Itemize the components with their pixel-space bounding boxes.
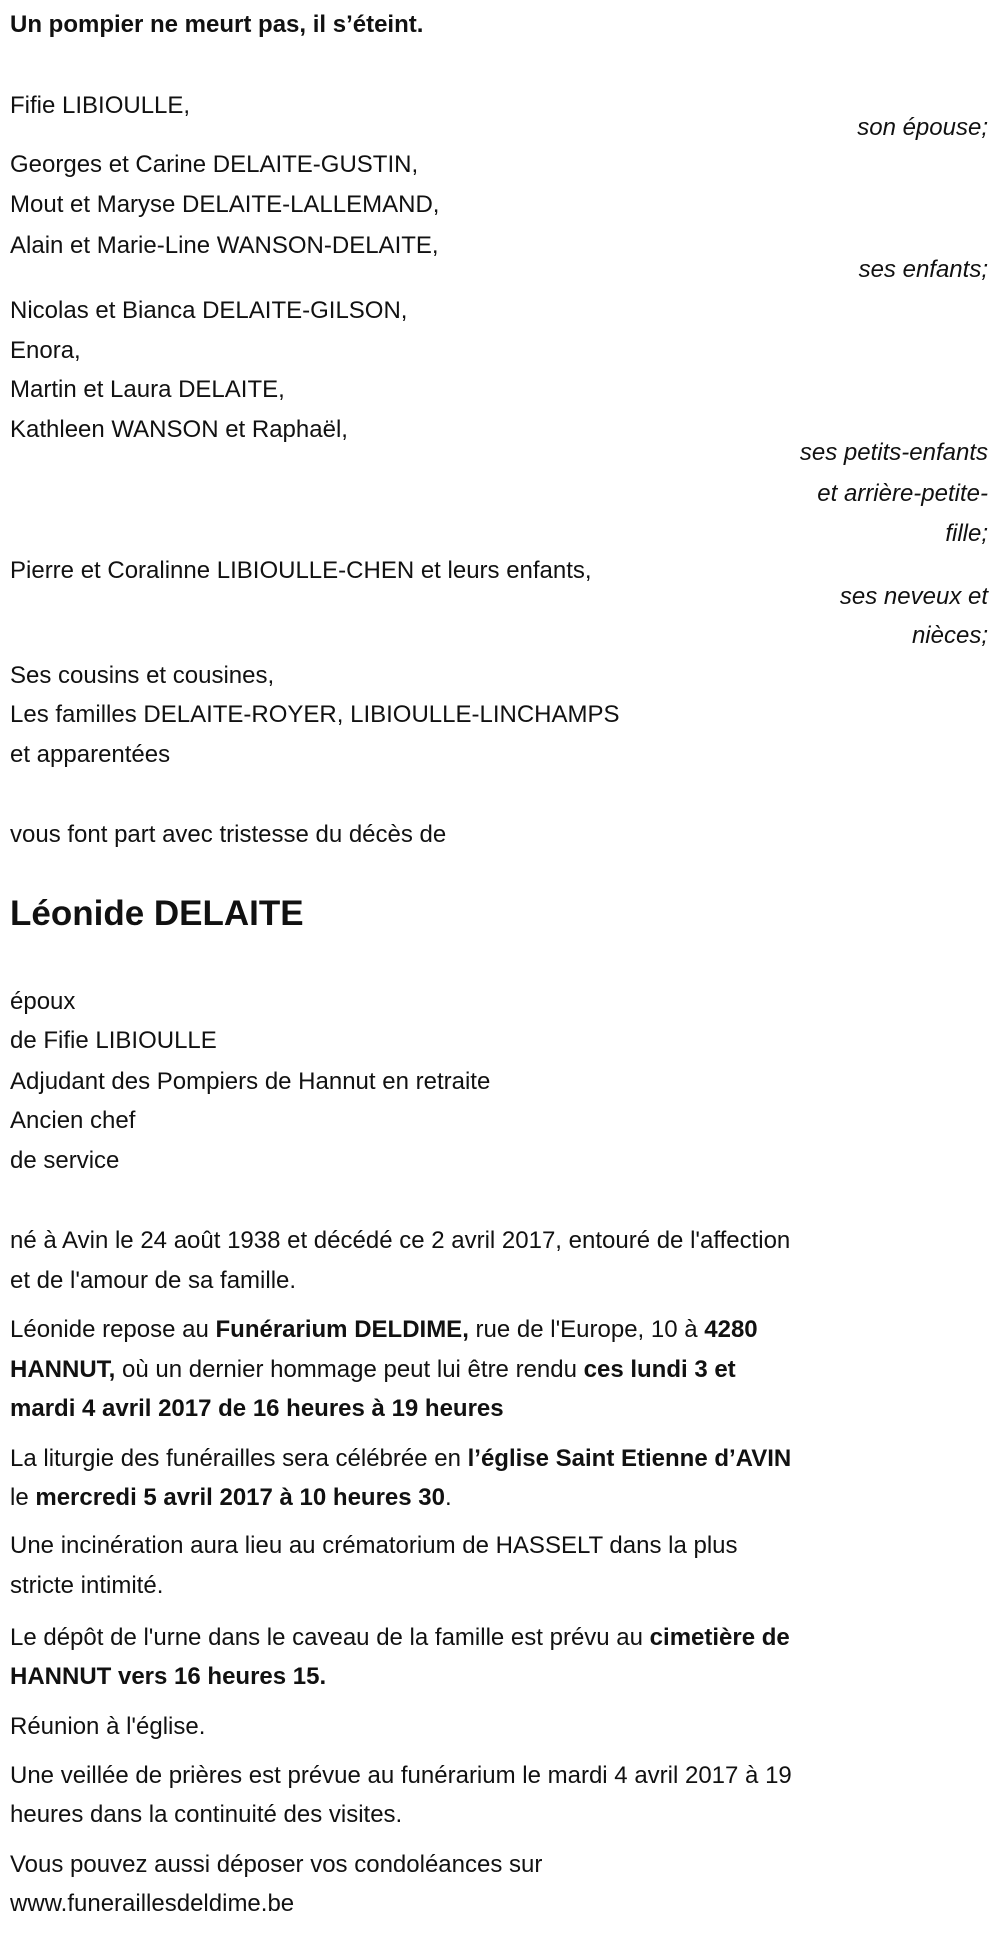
vigil-text: heures dans la continuité des visites. (10, 1801, 403, 1828)
grandchildren-role: ses petits-enfants (799, 439, 988, 466)
liturgy-line (10, 1439, 791, 1479)
text: le (10, 1484, 36, 1511)
grandchild-line: Nicolas et Bianca DELAITE-GILSON, (10, 297, 408, 324)
vigil-text: Une veillée de prières est prévue au funérarium le mardi 4 avril 2017 à 19 (10, 1762, 792, 1789)
urn-line (10, 1657, 326, 1697)
text: où un dernier hommage peut lui être rendu (115, 1356, 584, 1383)
ceremony-date: mercredi 5 avril 2017 à 10 heures 30 (35, 1484, 445, 1511)
others-line: Ses cousins et cousines, (10, 662, 275, 689)
child-line: Mout et Maryse DELAITE-LALLEMAND, (10, 191, 440, 218)
repose-line (10, 1310, 758, 1350)
text: . (444, 1484, 452, 1511)
wife-role: son épouse; (857, 114, 988, 141)
cremation-text: Une incinération aura lieu au crématorium de HASSELT dans la plus (10, 1532, 738, 1559)
deceased-info: Adjudant des Pompiers de Hannut en retraite (10, 1068, 491, 1095)
nephews-role: nièces; (911, 622, 988, 649)
grandchild-line: Kathleen WANSON et Raphaël, (10, 416, 348, 443)
child-line: Georges et Carine DELAITE-GUSTIN, (10, 151, 419, 178)
text: Le dépôt de l'urne dans le caveau de la famille est prévu au (10, 1624, 650, 1651)
deceased-info: de Fifie LIBIOULLE (10, 1027, 217, 1054)
grandchildren-role: fille; (945, 520, 988, 547)
deceased-name: Léonide DELAITE (10, 894, 304, 933)
cemetery: cimetière de (649, 1624, 790, 1651)
text: La liturgie des funérailles sera célébrée en (10, 1445, 468, 1472)
birth-text: et de l'amour de sa famille. (10, 1267, 297, 1294)
grandchild-line: Martin et Laura DELAITE, (10, 376, 285, 403)
grandchild-line: Enora, (10, 337, 81, 364)
city: HANNUT, (10, 1356, 116, 1383)
condolences-link[interactable]: www.funeraillesdeldime.be (10, 1890, 295, 1917)
nephews-line: Pierre et Coralinne LIBIOULLE-CHEN et leurs enfants, (10, 557, 592, 584)
visit-dates: ces lundi 3 et (583, 1356, 736, 1383)
meeting-text: Réunion à l'église. (10, 1713, 206, 1740)
grandchildren-role: et arrière-petite- (817, 480, 988, 507)
birth-text: né à Avin le 24 août 1938 et décédé ce 2 avril 2017, entouré de l'affection (10, 1227, 791, 1254)
liturgy-line (10, 1478, 452, 1518)
others-line: Les familles DELAITE-ROYER, LIBIOULLE-LINCHAMPS (10, 701, 620, 728)
text: rue de l'Europe, 10 à (468, 1316, 705, 1343)
wife-name: Fifie LIBIOULLE, (10, 92, 191, 119)
funerarium-name: Funérarium DELDIME, (215, 1316, 469, 1343)
deceased-info: Ancien chef (10, 1107, 136, 1134)
nephews-role: ses neveux et (839, 583, 988, 610)
others-line: et apparentées (10, 741, 171, 768)
text: Léonide repose au (10, 1316, 216, 1343)
visit-hours: mardi 4 avril 2017 de 16 heures à 19 heures (10, 1395, 504, 1422)
urn-time: HANNUT vers 16 heures 15. (10, 1663, 327, 1690)
condolences-text: Vous pouvez aussi déposer vos condoléances sur (10, 1851, 543, 1878)
repose-line (10, 1389, 504, 1429)
urn-line (10, 1618, 790, 1658)
deceased-info: de service (10, 1147, 120, 1174)
deceased-info: époux (10, 988, 76, 1015)
repose-line (10, 1350, 736, 1390)
church-name: l’église Saint Etienne d’AVIN (467, 1445, 792, 1472)
child-line: Alain et Marie-Line WANSON-DELAITE, (10, 232, 439, 259)
cremation-text: stricte intimité. (10, 1572, 164, 1599)
postal-code: 4280 (704, 1316, 758, 1343)
children-role: ses enfants; (858, 256, 988, 283)
announcement: vous font part avec tristesse du décès de (10, 821, 447, 848)
heading-quote: Un pompier ne meurt pas, il s’éteint. (10, 11, 424, 38)
